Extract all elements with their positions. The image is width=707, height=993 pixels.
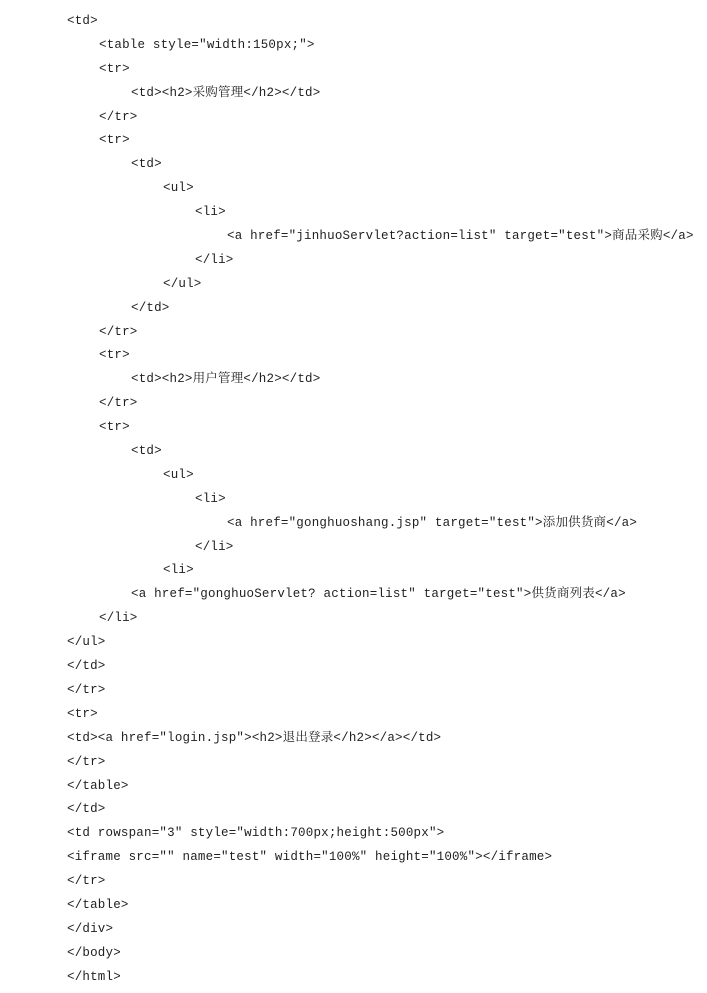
code-line: <tr> (99, 420, 130, 435)
code-line: <td><h2>用户管理</h2></td> (131, 372, 321, 387)
code-line: </ul> (67, 635, 106, 650)
code-line: <td> (131, 157, 162, 172)
code-line: </tr> (67, 754, 106, 769)
code-line: <li> (163, 563, 194, 578)
code-line: </div> (67, 921, 114, 936)
code-line: <tr> (99, 348, 130, 363)
code-line: </li> (99, 611, 138, 626)
code-line: </html> (67, 969, 121, 984)
code-line: </ul> (163, 276, 202, 291)
code-line: <li> (195, 491, 226, 506)
code-line: </td> (67, 802, 106, 817)
code-line: <tr> (67, 706, 98, 721)
code-line: <table style="width:150px;"> (99, 37, 315, 52)
code-line: <tr> (99, 61, 130, 76)
code-line: </table> (67, 778, 129, 793)
code-line: <ul> (163, 181, 194, 196)
code-line: </body> (67, 945, 121, 960)
code-line: <a href="gonghuoshang.jsp" target="test">添加供货商</a> (227, 515, 638, 530)
code-line: </table> (67, 897, 129, 912)
code-line: <li> (195, 205, 226, 220)
code-line: <a href="gonghuoServlet? action=list" target="test">供货商列表</a> (131, 587, 626, 602)
code-line: </tr> (67, 682, 106, 697)
code-line: <ul> (163, 467, 194, 482)
code-line: <a href="jinhuoServlet?action=list" target="test">商品采购</a> (227, 229, 694, 244)
code-line: </tr> (99, 324, 138, 339)
code-line: <td rowspan="3" style="width:700px;height:500px"> (67, 826, 445, 841)
code-line: <td> (131, 444, 162, 459)
code-line: </tr> (99, 396, 138, 411)
code-line: </li> (195, 252, 234, 267)
code-line: <td><a href="login.jsp"><h2>退出登录</h2></a></td> (67, 730, 442, 745)
code-line: </li> (195, 539, 234, 554)
code-line: </td> (67, 659, 106, 674)
code-line: <tr> (99, 133, 130, 148)
code-line: </tr> (99, 109, 138, 124)
code-line: <td><h2>采购管理</h2></td> (131, 85, 321, 100)
code-line: </tr> (67, 874, 106, 889)
code-line: </td> (131, 300, 170, 315)
code-line: <iframe src="" name="test" width="100%" height="100%"></iframe> (67, 850, 553, 865)
code-line: <td> (67, 14, 98, 28)
